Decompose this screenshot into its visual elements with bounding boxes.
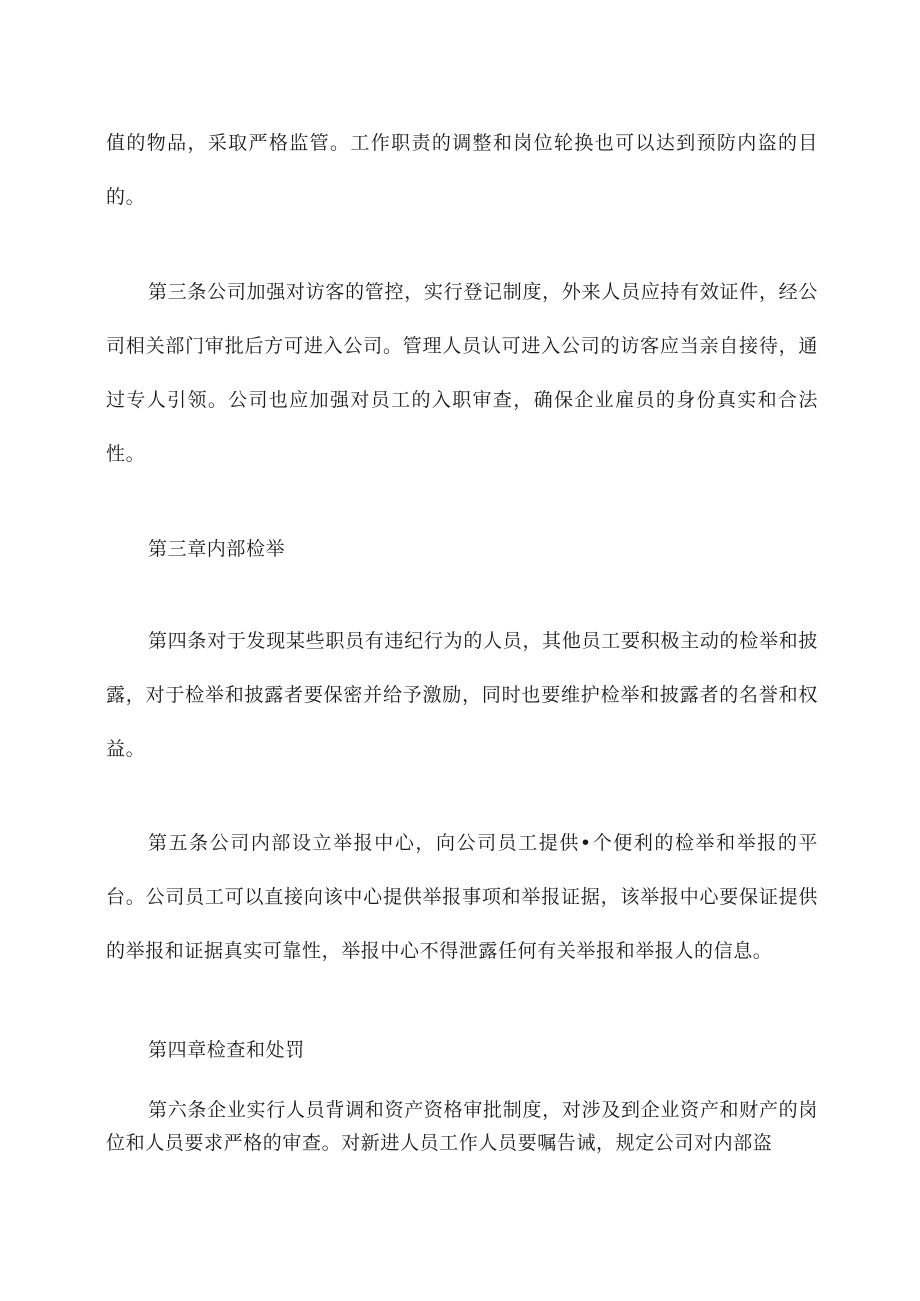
paragraph-article-5-reporting-center: 第五条公司内部设立举报中心，向公司员工提供•个便利的检举和举报的平台。公司员工可以直接向该中心提供举报事项和举报证据，该举报中心要保证提供的举报和证据真实可靠性，举报中心不得泄露任何有关举报和举报人的信息。: [106, 832, 818, 962]
paragraph-continuation: 值的物品，采取严格监管。工作职责的调整和岗位轮换也可以达到预防内盗的目的。: [106, 132, 818, 208]
paragraph-article-4-whistleblowing: 第四条对于发现某些职员有违纪行为的人员，其他员工要积极主动的检举和披露，对于检举和披露者要保密并给予激励，同时也要维护检举和披露者的名誉和权益。: [106, 630, 818, 760]
paragraph-article-6-background-checks: 第六条企业实行人员背调和资产资格审批制度，对涉及到企业资产和财产的岗位和人员要求严格的审查。对新进人员工作人员要嘱告诫，规定公司对内部盗: [106, 1099, 818, 1154]
chapter-heading-internal-reporting: 第三章内部检举: [148, 538, 286, 560]
chapter-heading-inspection-penalty: 第四章检查和处罚: [148, 1039, 305, 1061]
paragraph-article-3-visitors: 第三条公司加强对访客的管控，实行登记制度，外来人员应持有效证件，经公司相关部门审批后方可进入公司。管理人员认可进入公司的访客应当亲自接待，通过专人引领。公司也应加强对员工的入职审查，确保企业雇员的身份真实和合法性。: [106, 281, 818, 465]
